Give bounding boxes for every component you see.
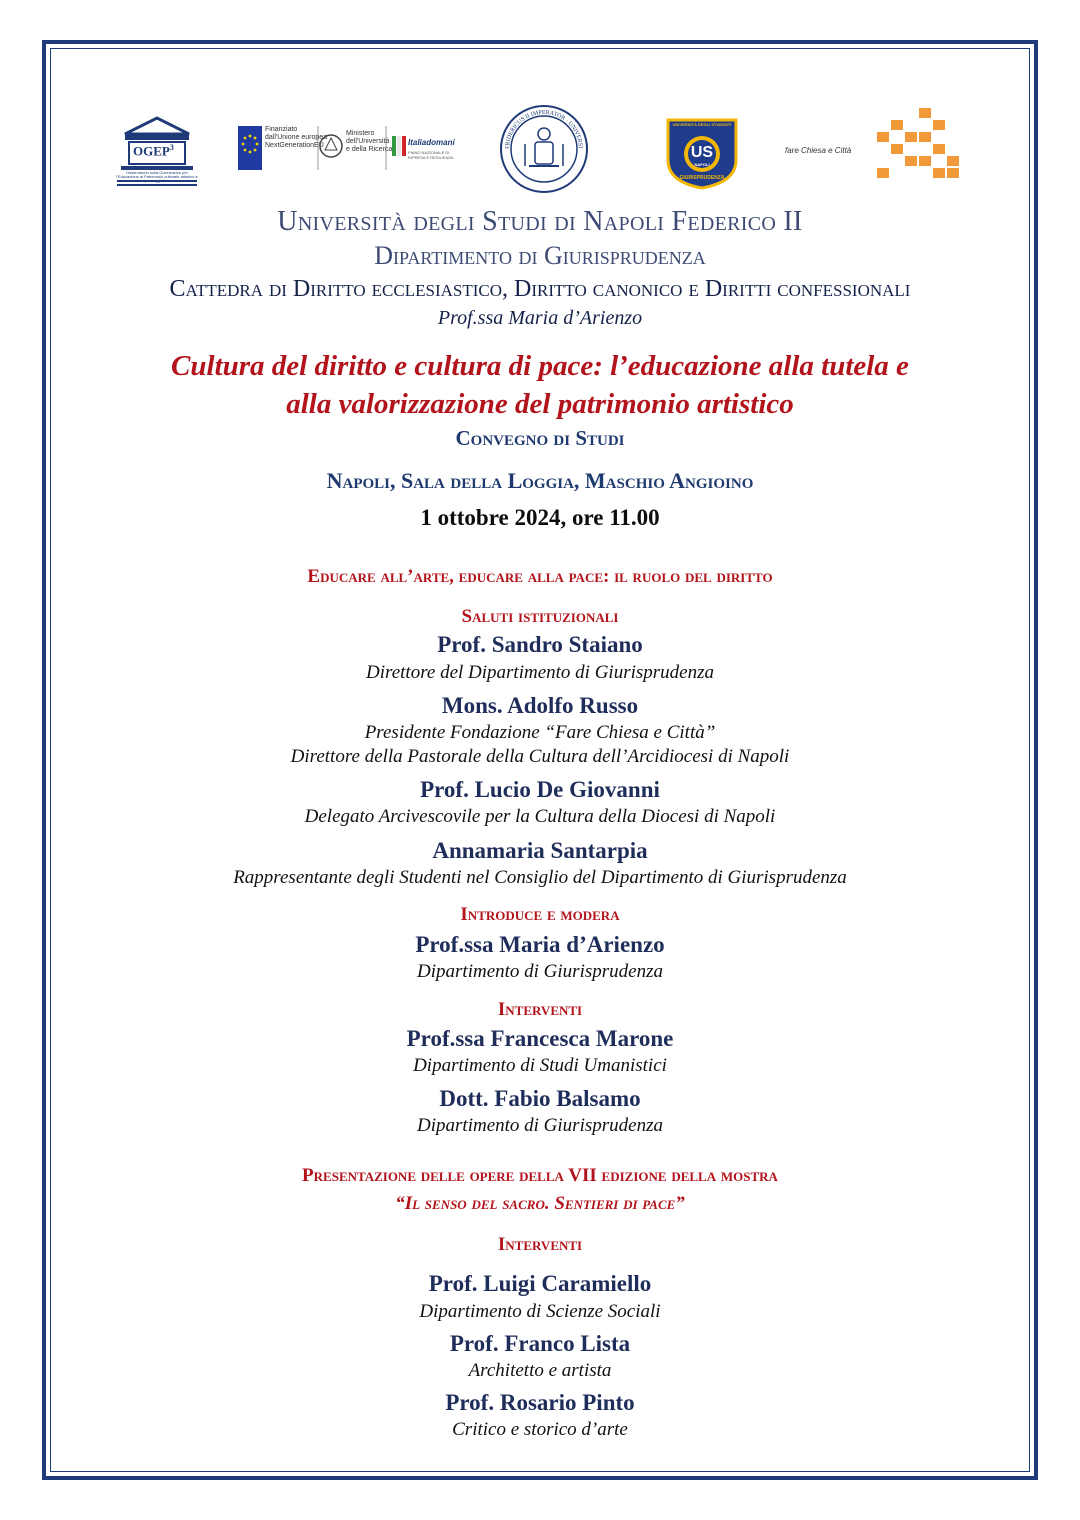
seal-text: FRIDERICUS II IMPERATOR · UNIVERSI (504, 109, 584, 150)
pnrr-mur-line2: dell'Università (346, 138, 390, 145)
ogep-logo (115, 112, 199, 188)
speaker-role: Rappresentante degli Studenti nel Consiglio del Dipartimento di Giurisprudenza (233, 867, 847, 888)
pnrr-italiadomani-sub: PIANO NAZIONALE DI RIPRESA E RESILIENZA (408, 150, 454, 160)
speaker-role: Direttore della Pastorale della Cultura dell’Arcidiocesi di Napoli (290, 746, 790, 767)
us-city: NAPOLI (694, 162, 710, 167)
event-type: Convegno di Studi (455, 426, 625, 450)
us-mark: US (690, 144, 714, 161)
us-bottom: GIURISPRUDENZA (679, 175, 725, 181)
pnrr-mur-line3: e della Ricerca (346, 146, 393, 153)
speaker-name: Prof. Luigi Caramiello (428, 1271, 652, 1296)
section1-heading: Educare all’arte, educare alla pace: il ruolo del diritto (307, 566, 773, 587)
pnrr-eu-line2: dall'Unione europea (265, 134, 328, 141)
poster (50, 48, 1030, 1472)
university-name: Università degli Studi di Napoli Federico II (277, 206, 803, 237)
fare-chiesa-squares-icon (785, 106, 965, 186)
speaker-name: Prof. Franco Lista (449, 1331, 631, 1356)
event-title-line2: alla valorizzazione del patrimonio artistico (286, 388, 794, 420)
ogep-caption: Osservatorio sulla Governance per l'Educazione al Patrimonio culturale artistico e paesaggistico (116, 170, 198, 183)
speaker-role: Delegato Arcivescovile per la Cultura della Diocesi di Napoli (304, 806, 776, 827)
moderator-name: Prof.ssa Maria d’Arienzo (415, 932, 665, 957)
federico-ii-seal (499, 104, 589, 194)
event-date: 1 ottobre 2024, ore 11.00 (420, 505, 660, 530)
speaker-role: Dipartimento di Studi Umanistici (413, 1055, 667, 1076)
modera-label: Introduce e modera (460, 904, 620, 925)
cattedra-name: Cattedra di Diritto ecclesiastico, Diritto canonico e Diritti confessionali (169, 276, 911, 302)
speaker-role: Presidente Fondazione “Fare Chiesa e Città” (364, 722, 716, 743)
section2-heading: Presentazione delle opere della VII edizione della mostra (302, 1165, 778, 1186)
speaker-role: Dipartimento di Giurisprudenza (417, 1115, 663, 1136)
department-name: Dipartimento di Giurisprudenza (374, 241, 706, 270)
speaker-name: Dott. Fabio Balsamo (439, 1086, 641, 1111)
interventi-label-2: Interventi (497, 1234, 583, 1255)
speaker-name: Prof. Lucio De Giovanni (420, 777, 660, 802)
interventi-label: Interventi (497, 999, 583, 1020)
pnrr-mur-line1: Ministero (346, 130, 375, 137)
saluti-label: Saluti istituzionali (461, 606, 619, 627)
us-top: UNIVERSITÀ DEGLI STUDENTI (672, 122, 732, 127)
moderator-role: Dipartimento di Giurisprudenza (417, 961, 663, 982)
professor-name: Prof.ssa Maria d’Arienzo (437, 307, 643, 329)
speaker-role: Architetto e artista (468, 1360, 612, 1381)
speaker-role: Dipartimento di Scienze Sociali (419, 1301, 661, 1322)
speaker-name: Prof.ssa Francesca Marone (406, 1026, 674, 1051)
event-title-line1: Cultura del diritto e cultura di pace: l’educazione alla tutela e (171, 350, 909, 382)
speaker-role: Direttore del Dipartimento di Giurisprudenza (366, 662, 714, 683)
speaker-role: Critico e storico d’arte (452, 1419, 628, 1440)
fare-chiesa-logo (785, 106, 965, 186)
pnrr-eu-line1: Finanziato (265, 126, 298, 133)
university-seal-icon (499, 104, 589, 194)
ogep-text: OGEP (133, 143, 170, 159)
event-place: Napoli, Sala della Loggia, Maschio Angioino (326, 468, 754, 493)
speaker-name: Mons. Adolfo Russo (441, 693, 639, 718)
section2-subheading: “Il senso del sacro. Sentieri di pace” (395, 1193, 685, 1214)
pnrr-eu-line3: NextGenerationEU (265, 142, 324, 149)
speaker-name: Prof. Sandro Staiano (437, 632, 643, 657)
ogep-sup: 3 (169, 143, 174, 152)
us-logo (662, 116, 742, 190)
speaker-name: Annamaria Santarpia (432, 838, 648, 863)
fare-chiesa-text: fare Chiesa e Città (785, 146, 852, 155)
speaker-name: Prof. Rosario Pinto (445, 1390, 635, 1415)
pnrr-italiadomani: Italiadomani (408, 138, 455, 147)
pnrr-logos (236, 122, 458, 176)
